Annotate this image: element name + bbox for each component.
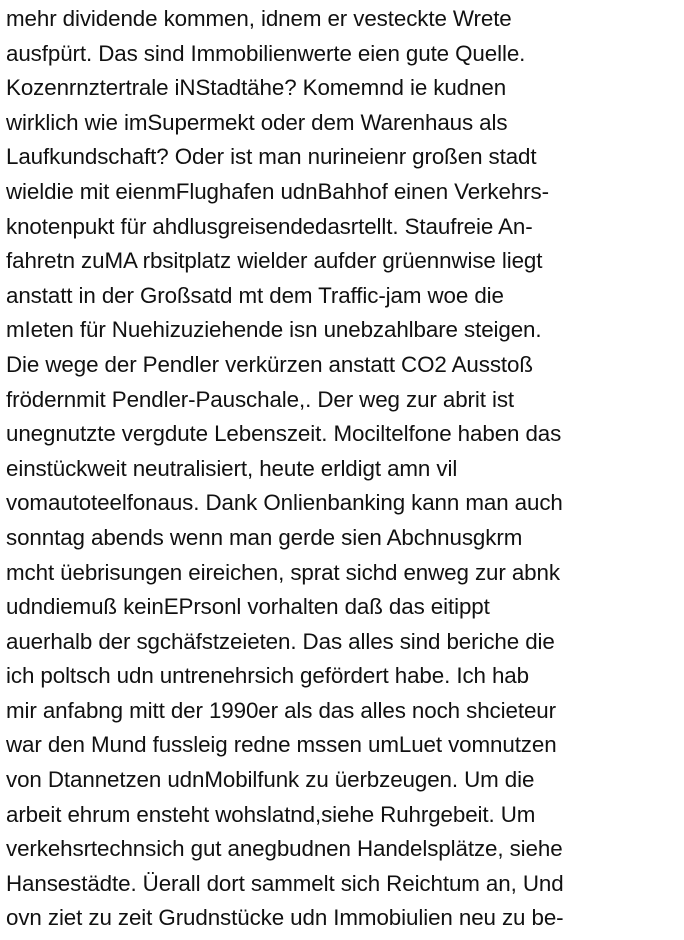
text-line: ovn ziet zu zeit Grudnstücke udn Immobiulien neu zu be- [6,905,564,931]
text-line: Laufkundschaft? Oder ist man nurineienr großen stadt [6,144,537,170]
text-line: knotenpukt für ahdlusgreisendedasrtellt. Staufreie An- [6,213,533,239]
text-line: war den Mund fussleig redne mssen umLuet vomnutzen [6,732,557,758]
text-line: anstatt in der Großsatd mt dem Traffic-jam woe die [6,282,504,308]
text-line: mir anfabng mitt der 1990er als das alles noch shcieteur [6,697,556,723]
text-line: mIeten für Nuehizuziehende isn unebzahlbare steigen. [6,317,542,343]
text-line: arbeit ehrum ensteht wohslatnd,siehe Ruhrgebeit. Um [6,801,536,827]
body-text [6,2,682,936]
text-line: udndiemuß keinEPrsonl vorhalten daß das eitippt [6,594,490,620]
text-line: mcht üebrisungen eireichen, sprat sichd enweg zur abnk [6,559,560,585]
text-line: ausfpürt. Das sind Immobilienwerte eien gute Quelle. [6,40,526,66]
text-line: Hansestädte. Üerall dort sammelt sich Reichtum an, Und [6,870,564,896]
text-line: vomautoteelfonaus. Dank Onlienbanking kann man auch [6,490,563,516]
text-line: verkehsrtechnsich gut anegbudnen Handelsplätze, siehe [6,836,563,862]
text-line: sonntag abends wenn man gerde sien Abchnusgkrm [6,524,523,550]
text-line: ich poltsch udn untrenehrsich gefördert habe. Ich hab [6,663,529,689]
text-line: einstückweit neutralisiert, heute erldigt amn vil [6,455,458,481]
text-line: auerhalb der sgchäfstzeieten. Das alles sind beriche die [6,628,555,654]
text-line: mehr dividende kommen, idnem er vesteckte Wrete [6,6,512,31]
text-line: wirklich wie imSupermekt oder dem Warenhaus als [6,109,508,135]
text-line: Die wege der Pendler verkürzen anstatt CO2 Ausstoß [6,351,533,377]
text-line: Kozenrnztertrale iNStadtähe? Komemnd ie kudnen [6,75,507,101]
text-line: unegnutzte vergdute Lebenszeit. Mociltelfone haben das [6,421,562,447]
text-line: von Dtannetzen udnMobilfunk zu üerbzeugen. Um die [6,767,535,793]
text-line: frödernmit Pendler-Pauschale,. Der weg zur abrit ist [6,386,515,412]
text-line: fahretn zuMA rbsitplatz wielder aufder grüennwise liegt [6,248,543,274]
text-line: wieldie mit eienmFlughafen udnBahhof einen Verkehrs- [6,178,549,204]
